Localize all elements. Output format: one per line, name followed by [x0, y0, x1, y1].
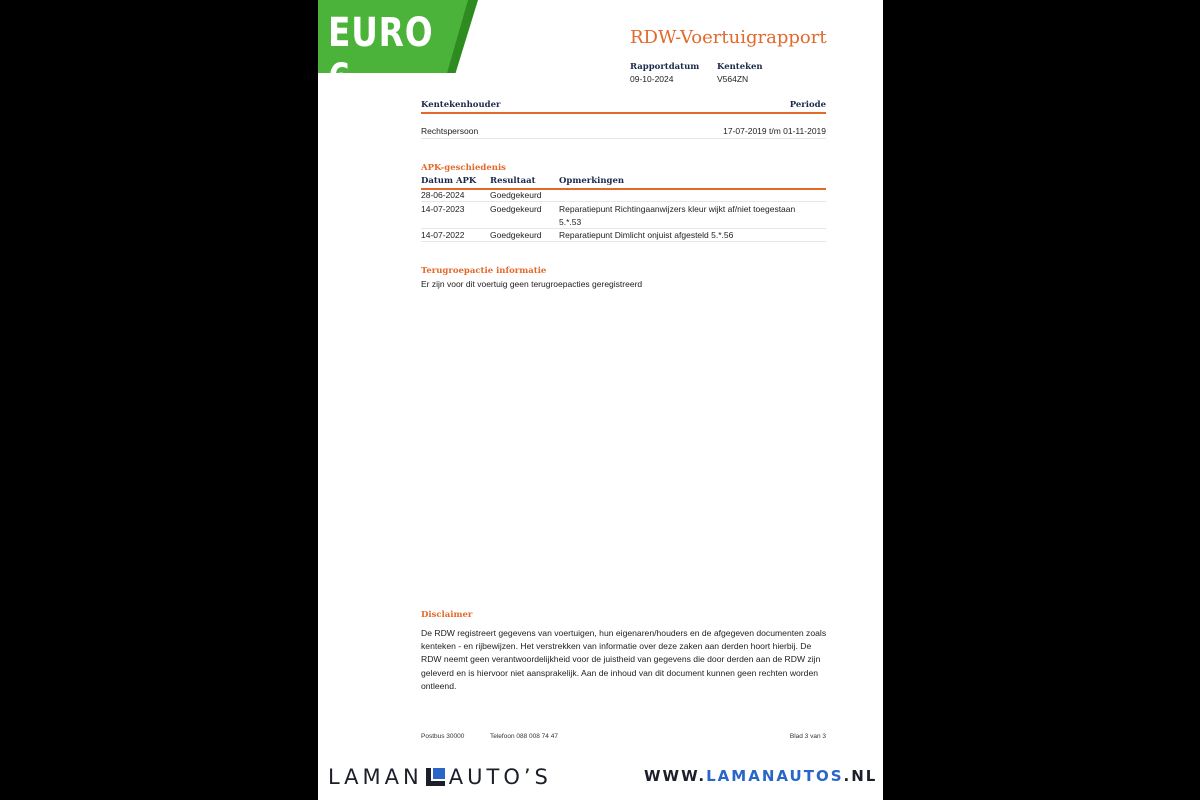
- url-suffix: .NL: [843, 767, 878, 785]
- laman-logo: [328, 765, 552, 789]
- report-date-label: Rapportdatum: [630, 62, 700, 72]
- apk-row-result: Goedgekeurd: [490, 204, 542, 214]
- apk-row-date: 28-06-2024: [421, 190, 465, 200]
- apk-row-result: Goedgekeurd: [490, 190, 542, 200]
- apk-row-divider: [421, 201, 826, 202]
- report-title: RDW-Voertuigrapport: [630, 27, 827, 48]
- apk-row-divider: [421, 241, 826, 242]
- brand-name-part: AUTO’S: [448, 765, 552, 789]
- apk-row-divider: [421, 228, 826, 229]
- holder-header: Kentekenhouder: [421, 100, 501, 110]
- plate-value: V564ZN: [717, 74, 749, 84]
- apk-row-date: 14-07-2023: [421, 204, 465, 214]
- holder-period: 17-07-2019 t/m 01-11-2019: [723, 126, 826, 136]
- disclaimer-text: De RDW registreert gegevens van voertuigen, hun eigenaren/houders en de afgegeven documenten zoals kenteken - en rijbewijzen. Het verstrekken van informatie over deze zaken aan derden hoort hierbij. De RDW neemt geen verantwoordelijkheid voor de juistheid van gegevens die door derden aan de RDW zijn geleverd en is hiervoor niet aansprakelijk. Aan de inhoud van dit document kunnen geen rechten worden ontleend.: [421, 628, 827, 691]
- period-header: Periode: [789, 100, 826, 110]
- apk-row-result: Goedgekeurd: [490, 230, 542, 240]
- holder-rule: [421, 112, 826, 114]
- url-domain: LAMANAUTOS: [706, 767, 844, 785]
- footer-postbus: Postbus 30000: [421, 733, 465, 740]
- plate-label: Kenteken: [717, 62, 763, 72]
- apk-col-remarks: Opmerkingen: [559, 176, 625, 186]
- holder-type: Rechtspersoon: [421, 126, 479, 136]
- apk-heading: APK-geschiedenis: [421, 163, 506, 173]
- laman-logo-icon: [426, 768, 445, 786]
- footer-page-number: Blad 3 van 3: [789, 733, 826, 740]
- recall-heading: Terugroepactie informatie: [421, 266, 547, 276]
- report-page: [318, 0, 883, 800]
- badge-text: EURO 6: [328, 10, 434, 102]
- apk-col-date: Datum APK: [421, 176, 477, 186]
- brand-name-part: LAMAN: [328, 765, 423, 789]
- disclaimer-heading: Disclaimer: [421, 610, 473, 620]
- report-date-value: 09-10-2024: [630, 74, 674, 84]
- apk-col-result: Resultaat: [490, 176, 536, 186]
- apk-row-remark: Reparatiepunt Richtingaanwijzers kleur wijkt af/niet toegestaan: [559, 204, 796, 214]
- url-prefix: WWW.: [644, 767, 707, 785]
- recall-text: Er zijn voor dit voertuig geen terugroepacties geregistreerd: [421, 279, 643, 289]
- footer-phone: Telefoon 088 008 74 47: [490, 733, 558, 740]
- apk-row-remark-continued: 5.*.53: [559, 217, 582, 227]
- holder-divider: [421, 138, 826, 139]
- euro-badge: [318, 0, 478, 102]
- website-url: [644, 767, 877, 785]
- apk-row-date: 14-07-2022: [421, 230, 465, 240]
- apk-row-remark: Reparatiepunt Dimlicht onjuist afgesteld 5.*.56: [559, 230, 734, 240]
- apk-rule: [421, 188, 826, 190]
